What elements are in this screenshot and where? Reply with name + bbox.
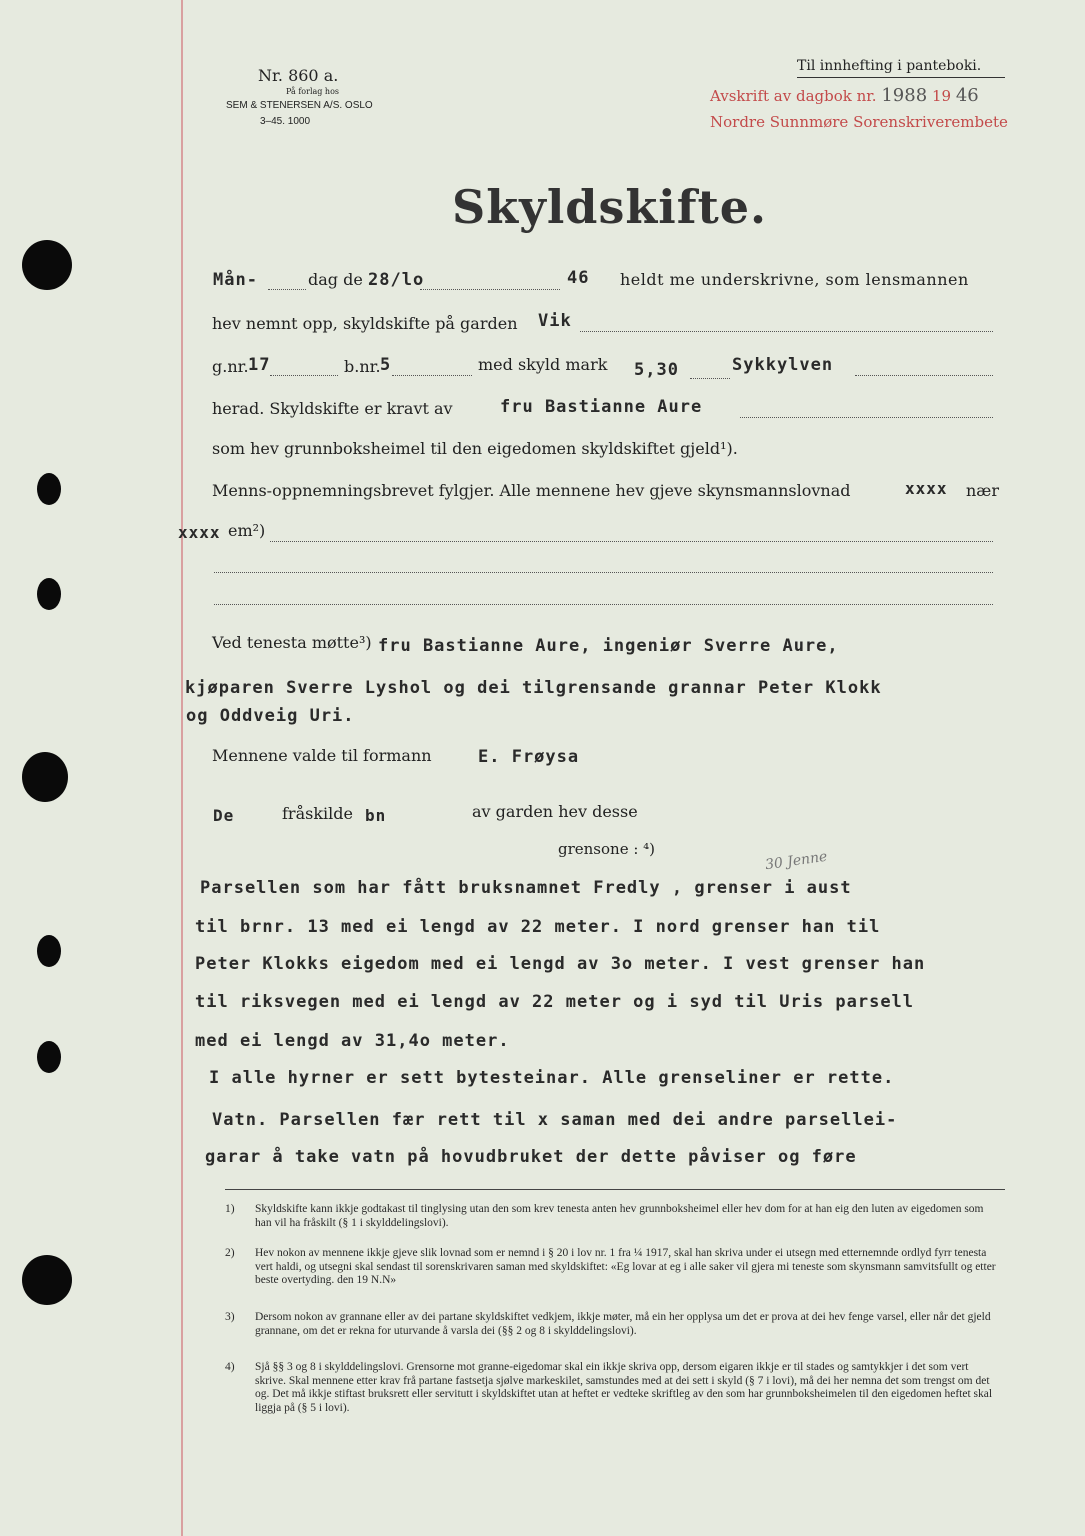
present-typed-3: og Oddveig Uri. xyxy=(186,706,355,726)
dotted-line xyxy=(392,375,472,376)
footnote-number: 3) xyxy=(225,1311,235,1323)
line6-typed: xxxx xyxy=(905,479,948,498)
desc-line: garar å take vatn på hovudbruket der dette påviser og føre xyxy=(205,1147,857,1167)
present-label: Ved tenesta møtte³) xyxy=(212,633,372,652)
footnote-2 xyxy=(225,1247,1000,1311)
punch-hole xyxy=(22,752,68,802)
gnr-typed: 17 xyxy=(248,355,271,375)
punch-hole xyxy=(37,578,61,610)
line2-text: hev nemnt opp, skyldskifte på garden xyxy=(212,314,518,333)
year-prefix: 19 xyxy=(931,87,952,105)
punch-hole xyxy=(22,1255,72,1305)
dotted-line xyxy=(268,289,306,290)
requester-typed: fru Bastianne Aure xyxy=(500,397,703,417)
dotted-line xyxy=(740,417,993,418)
chair-typed: E. Frøysa xyxy=(478,747,580,767)
chair-label: Mennene valde til formann xyxy=(212,746,432,765)
publisher-line2: SEM & STENERSEN A/S. OSLO xyxy=(226,100,373,111)
dotted-line xyxy=(855,375,993,376)
desc-line: til riksvegen med ei lengd av 22 meter og i syd til Uris parsell xyxy=(195,992,915,1012)
desc-line: Peter Klokks eigedom med ei lengd av 3o meter. I vest grenser han xyxy=(195,954,926,974)
herad-typed: Sykkylven xyxy=(732,355,834,375)
stamp-label: Avskrift av dagbok nr. xyxy=(710,87,877,105)
split-text: av garden hev desse xyxy=(472,802,638,821)
split-label: fråskilde xyxy=(282,804,353,823)
day-typed: Mån- xyxy=(213,270,258,290)
footnote-1 xyxy=(225,1203,1000,1247)
dotted-line xyxy=(214,604,993,605)
date-typed: 28/lo xyxy=(368,270,425,290)
split-prefix: De xyxy=(213,806,235,825)
desc-line: I alle hyrner er sett bytesteinar. Alle grenseliner er rette. xyxy=(209,1068,895,1088)
dotted-line xyxy=(580,331,993,332)
punch-hole xyxy=(37,473,61,505)
footnote-text: Hev nokon av mennene ikkje gjeve slik lovnad som er nemnd i § 20 i lov nr. 1 fra ¼ 1917, skal han skriva under ei utsegn med etternemnde ordlyd fyrr tenesta vert haldi, og utsegni skal sendast til sorenskrivaren saman med skyldskiftet: «Eg lovar at eg i alle saker vil gjera mi teneste som skynsmann samvitsfullt og etter beste overtyding. den 19 N.N» xyxy=(255,1247,996,1287)
dotted-line xyxy=(690,378,730,379)
skyld-label: med skyld mark xyxy=(478,355,608,374)
footnote-text: Sjå §§ 3 og 8 i skylddelingslovi. Grensorne mot granne-eigedomar skal ein ikkje skriva opp, dersom eigaren ikkje er til stades og samtykkjer i det som vert skrive. Skal mennene etter krav frå partane fastsetja sjølve markeskilet, samstundes med at dei sett i skyld (§ 7 i lovi), må dei her nemna det som trengst om det og. Det må ikkje stiftast bruksrett eller servitutt i skyldskiftet utan at heftet er vedteke skriftleg av den som har grunnboksheimelen til den eigedomen heftet skal liggja på (§ 5 i lovi). xyxy=(255,1361,993,1414)
stamp-underline xyxy=(797,77,1005,78)
dagbok-number: 1988 xyxy=(881,85,928,106)
border-label: grensone : ⁴) xyxy=(558,840,656,858)
punch-hole xyxy=(37,1041,61,1073)
desc-line: til brnr. 13 med ei lengd av 22 meter. I nord grenser han til xyxy=(195,917,881,937)
line6-text: Menns-oppnemningsbrevet fylgjer. Alle mennene hev gjeve skynsmannslovnad xyxy=(212,481,851,500)
publisher-line3: 3–45. 1000 xyxy=(260,116,311,127)
stamp-line1: Til innhefting i panteboki. xyxy=(797,58,982,74)
footnote-text: Dersom nokon av grannane eller av dei partane skyldskiftet vedkjem, ikkje møter, må ein her opplysa um det er prova at dei hev fenge varsel, eller når det gjeld grannane, om det er rekna for uturvande å varsla dei (§§ 2 og 8 i skylddelingslovi). xyxy=(255,1311,991,1337)
punch-hole xyxy=(37,935,61,967)
split-typed: bn xyxy=(365,806,387,825)
publisher-line1: På forlag hos xyxy=(286,87,340,96)
footnote-number: 4) xyxy=(225,1361,235,1373)
present-typed-1: fru Bastianne Aure, ingeniør Sverre Aure, xyxy=(378,636,839,656)
year: 46 xyxy=(955,85,979,106)
margin-line xyxy=(181,0,183,1536)
dotted-line xyxy=(270,375,338,376)
footnote-3 xyxy=(225,1311,1000,1363)
dotted-line xyxy=(270,541,993,542)
year-typed: 46 xyxy=(567,268,590,288)
line7-typed: xxxx xyxy=(178,523,221,542)
farm-typed: Vik xyxy=(538,311,572,331)
desc-line: Parsellen som har fått bruksnamnet Fredly , grenser i aust xyxy=(200,878,852,898)
footnote-4 xyxy=(225,1361,1000,1471)
present-typed-2: kjøparen Sverre Lyshol og dei tilgrensande grannar Peter Klokk xyxy=(185,678,882,698)
stamp-line2 xyxy=(710,85,979,106)
skyld-typed: 5,30 xyxy=(634,360,679,380)
bnr-label: b.nr. xyxy=(344,357,381,376)
footnote-rule xyxy=(225,1189,1005,1190)
dotted-line xyxy=(214,572,993,573)
line6-end: nær xyxy=(966,481,999,500)
line7-text: em²) xyxy=(228,521,266,540)
stamp-line3: Nordre Sunnmøre Sorenskriverembete xyxy=(710,113,1008,131)
dotted-line xyxy=(420,289,560,290)
desc-line: Vatn. Parsellen fær rett til x saman med dei andre parsellei- xyxy=(212,1110,898,1130)
punch-hole xyxy=(22,240,72,290)
page-title: Skyldskifte. xyxy=(452,180,768,234)
line1-text: heldt me underskrivne, som lensmannen xyxy=(620,270,969,289)
day-label: dag de xyxy=(308,270,363,289)
handwritten-note: 30 Jenne xyxy=(764,848,829,874)
bnr-typed: 5 xyxy=(380,355,392,375)
footnote-number: 2) xyxy=(225,1247,235,1259)
desc-line: med ei lengd av 31,4o meter. xyxy=(195,1031,510,1051)
form-number: Nr. 860 a. xyxy=(258,66,339,85)
herad-label: herad. Skyldskifte er kravt av xyxy=(212,399,453,418)
footnote-number: 1) xyxy=(225,1203,235,1215)
line5-text: som hev grunnboksheimel til den eigedomen skyldskiftet gjeld¹). xyxy=(212,439,738,458)
gnr-label: g.nr. xyxy=(212,357,249,376)
footnote-text: Skyldskifte kann ikkje godtakast til tinglysing utan den som krev tenesta anten hev grunnboksheimel eller hev dom for at han eig den luten av eigedomen som han vil ha fråskilt (§ 1 i skylddelingslovi). xyxy=(255,1203,984,1229)
